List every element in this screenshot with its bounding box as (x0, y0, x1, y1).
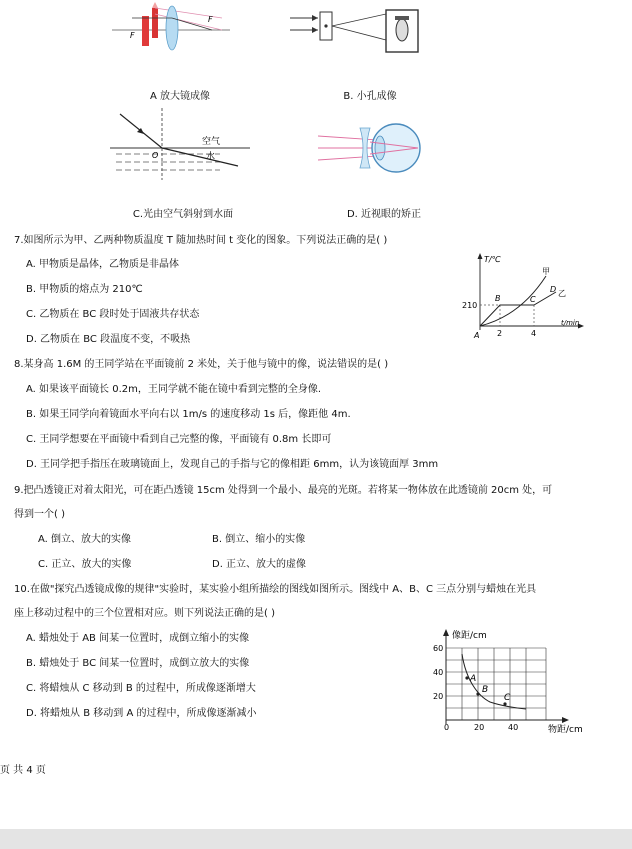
q7-jia-label: 甲 (542, 267, 550, 276)
q10-stem-line1: 10.在做"探究凸透镜成像的规律"实验时，某实验小组所描绘的图线如图所示。图线中 A、B、C 三点分别与蜡烛在光具 (14, 584, 537, 595)
q7-point-a-label: A (474, 331, 480, 340)
q7-y-axis-label: T/℃ (484, 255, 501, 264)
q8-option-d: D. 王同学把手指压在玻璃镜面上，发现自己的手指与它的像相距 6mm，认为该镜面厚 3mm (26, 459, 439, 470)
q7-option-d: D. 乙物质在 BC 段温度不变，不吸热 (26, 334, 191, 345)
q7-option-a: A. 甲物质是晶体，乙物质是非晶体 (26, 259, 180, 270)
figure-d-myopia (318, 120, 428, 176)
q7-y-tick-210: 210 (462, 301, 478, 310)
figure-a-caption: A 放大镜成像 (149, 91, 211, 102)
water-label: 水 (206, 152, 216, 162)
q7-x-tick-2: 2 (497, 329, 503, 338)
figure-c-caption: C.光由空气斜射到水面 (132, 209, 234, 220)
figure-a-magnifier (112, 0, 230, 52)
q8-option-c: C. 王同学想要在平面镜中看到自己完整的像，平面镜有 0.8m 长即可 (26, 434, 332, 445)
q10-point-b (476, 692, 479, 695)
q7-point-b-label: B (495, 294, 501, 303)
focus-right-label: F (208, 15, 213, 24)
q10-option-c: C. 将蜡烛从 C 移动到 B 的过程中，所成像逐渐增大 (26, 683, 256, 694)
q7-yi-label: 乙 (558, 289, 566, 298)
figure-b-caption: B. 小孔成像 (343, 91, 397, 102)
focus-left-label: F (130, 31, 135, 40)
q10-y-tick-20: 20 (433, 692, 444, 701)
figure-c-refraction (110, 108, 250, 180)
q8-option-a: A. 如果该平面镜长 0.2m，王同学就不能在镜中看到完整的全身像. (26, 384, 322, 395)
q7-point-d-label: D (550, 285, 557, 294)
page-footer: 页 共 4 页 (0, 765, 46, 776)
q9-option-c: C. 正立、放大的实像 (38, 559, 132, 570)
q7-option-c: C. 乙物质在 BC 段时处于固液共存状态 (26, 309, 200, 320)
q9-option-a: A. 倒立、放大的实像 (38, 534, 132, 545)
air-label: 空气 (202, 137, 221, 147)
q10-y-axis-label: 像距/cm (452, 631, 487, 641)
q8-stem: 8.某身高 1.6M 的王同学站在平面镜前 2 米处，关于他与镜中的像，说法错误的是( ) (14, 359, 389, 370)
q7-point-c-label: C (530, 295, 536, 304)
q10-x-tick-40: 40 (508, 723, 519, 732)
q10-point-a (465, 676, 468, 679)
q10-point-a-label: A (470, 674, 477, 684)
figure-b-pinhole (290, 6, 422, 58)
q10-y-tick-60: 60 (433, 644, 444, 653)
q10-y-tick-40: 40 (433, 668, 444, 677)
q7-option-b: B. 甲物质的熔点为 210℃ (26, 284, 143, 295)
q9-stem-line2: 得到一个( ) (14, 509, 65, 520)
q9-option-d: D. 正立、放大的虚像 (212, 559, 307, 570)
q10-stem-line2: 座上移动过程中的三个位置相对应。则下列说法正确的是( ) (14, 608, 275, 619)
origin-o-label: O (152, 151, 159, 160)
q10-lens-graph (426, 624, 598, 738)
q7-curve-jia (480, 276, 546, 326)
q10-x-axis-label: 物距/cm (548, 725, 583, 735)
q7-temperature-graph (460, 250, 590, 342)
q7-stem: 7.如图所示为甲、乙两种物质温度 T 随加热时间 t 变化的图象。下列说法正确的是( ) (14, 235, 388, 246)
page-bottom-bar (0, 829, 632, 849)
q10-x-tick-20: 20 (474, 723, 485, 732)
figure-d-caption: D. 近视眼的矫正 (346, 209, 422, 220)
q7-x-tick-4: 4 (531, 329, 537, 338)
q10-option-b: B. 蜡烛处于 BC 间某一位置时，成倒立放大的实像 (26, 658, 250, 669)
q7-curve-yi (480, 292, 556, 326)
q7-x-axis-label: t/min (561, 319, 580, 327)
q8-option-b: B. 如果王同学向着镜面水平向右以 1m/s 的速度移动 1s 后，像距他 4m. (26, 409, 351, 420)
q10-point-b-label: B (482, 685, 489, 695)
q9-option-b: B. 倒立、缩小的实像 (212, 534, 306, 545)
q10-grid (446, 648, 546, 720)
q10-point-c-label: C (504, 693, 511, 703)
q9-stem-line1: 9.把凸透镜正对着太阳光，可在距凸透镜 15cm 处得到一个最小、最亮的光斑。若将某一物体放在此透镜前 20cm 处，可 (14, 485, 553, 496)
q10-option-d: D. 将蜡烛从 B 移动到 A 的过程中，所成像逐渐减小 (26, 708, 257, 719)
q10-x-tick-0: 0 (444, 723, 450, 732)
q10-option-a: A. 蜡烛处于 AB 间某一位置时，成倒立缩小的实像 (26, 633, 250, 644)
